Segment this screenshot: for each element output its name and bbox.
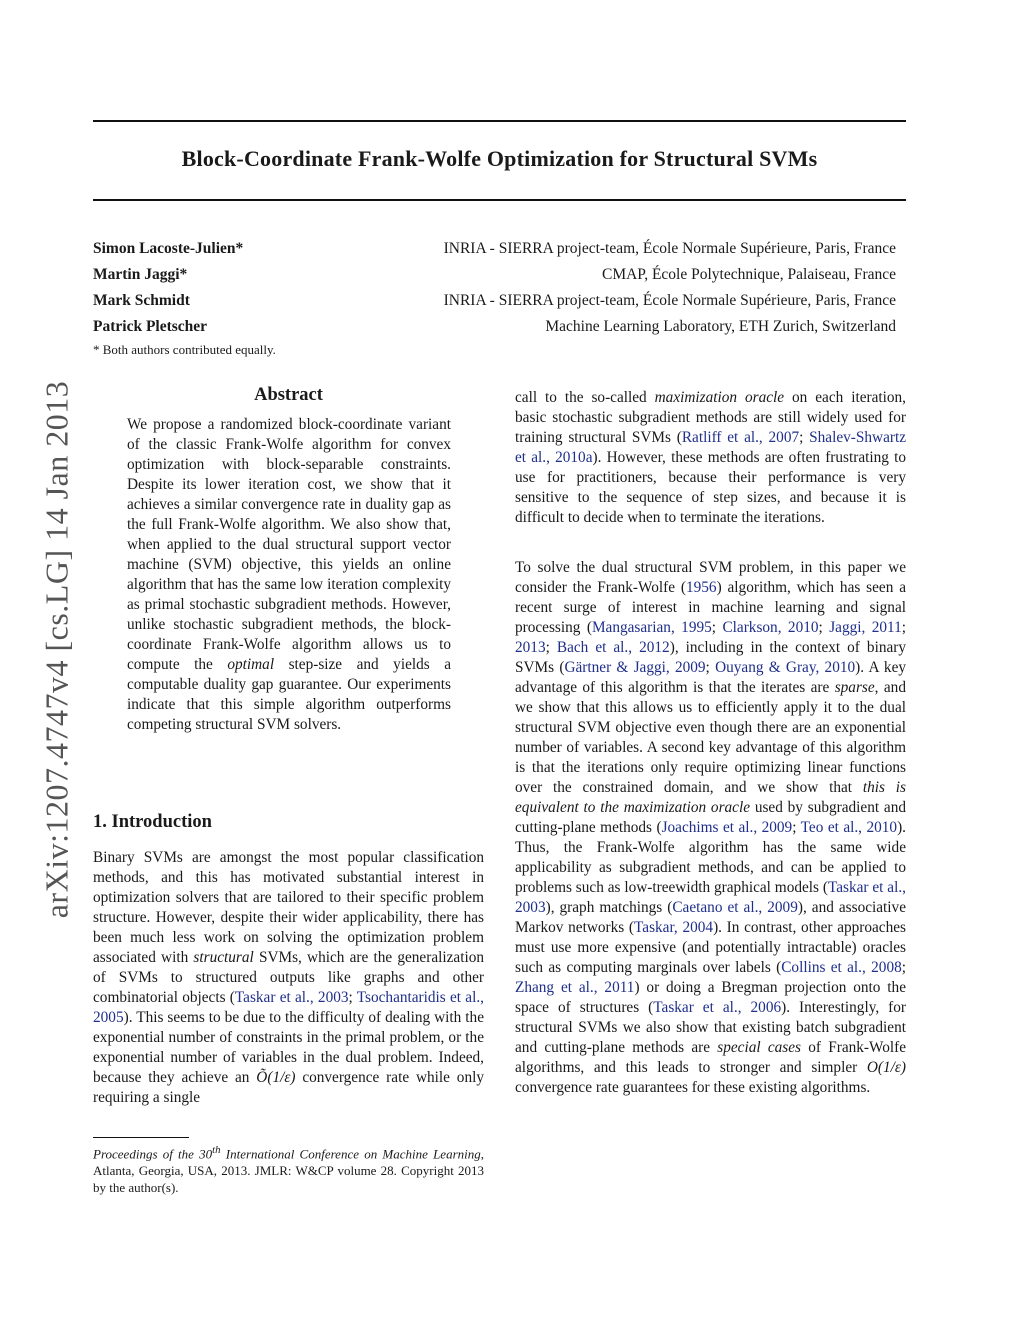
abstract-heading: Abstract xyxy=(254,385,323,405)
right-column-paragraph-2 xyxy=(515,558,906,1098)
arxiv-stamp: arXiv:1207.4747v4 [cs.LG] 14 Jan 2013 xyxy=(38,380,75,919)
citation-link[interactable]: Teo et al., 2010 xyxy=(800,819,898,836)
abstract-emphasis: optimal xyxy=(227,656,275,673)
text-run: ). Interestingly, for structural SVMs we also show that existing batch subgradient and cutting-plane methods are xyxy=(515,999,907,1056)
section-heading-introduction: 1. Introduction xyxy=(93,812,212,832)
citation-link[interactable]: Taskar et al., 2006 xyxy=(653,999,782,1016)
text-run: ; xyxy=(711,619,723,636)
author-name: Martin Jaggi* xyxy=(93,266,188,283)
math-rate: Õ(1/ε) xyxy=(256,1069,296,1086)
text-run: ). In contrast, other approaches must use more expensive (and potentially intractable) oracles such as computing marginals over labels ( xyxy=(515,919,906,976)
text-run: ; xyxy=(348,989,357,1006)
text-run: ), and associative Markov networks ( xyxy=(515,899,906,936)
author-name: Mark Schmidt xyxy=(93,292,190,309)
footnote-emphasis: Proceedings of the 30 xyxy=(93,1146,213,1162)
author-affiliation: Machine Learning Laboratory, ETH Zurich, Switzerland xyxy=(545,318,896,335)
author-name: Simon Lacoste-Julien* xyxy=(93,240,244,257)
citation-link[interactable]: Collins et al., 2008 xyxy=(781,959,902,976)
text-run: call to the so-called xyxy=(515,389,655,406)
text-run: convergence rate guarantees for these existing algorithms. xyxy=(515,1079,871,1096)
text-run: To solve the dual structural SVM problem, in this paper we consider the Frank-Wolfe ( xyxy=(515,559,906,596)
emphasis: structural xyxy=(193,949,254,966)
text-run: ; xyxy=(545,639,557,656)
text-run: ; xyxy=(799,429,810,446)
text-run: ; xyxy=(705,659,716,676)
text-run: ; xyxy=(792,819,801,836)
math-rate: O(1/ε) xyxy=(866,1059,906,1076)
footnote-superscript: th xyxy=(212,1144,221,1156)
text-run: ; xyxy=(901,959,906,976)
author-name: Patrick Pletscher xyxy=(93,318,208,335)
author-row xyxy=(93,236,896,262)
text-run: on each iteration, basic stochastic subgradient methods are still widely used for training structural SVMs ( xyxy=(515,389,906,446)
citation-link[interactable]: Clarkson, 2010 xyxy=(722,619,819,636)
footnote-text: , Atlanta, Georgia, USA, 2013. JMLR: W&CP volume 28. Copyright 2013 by the author(s). xyxy=(93,1146,484,1196)
citation-link[interactable]: Caetano et al., 2009 xyxy=(672,899,798,916)
title-bottom-rule xyxy=(93,199,906,201)
footnote-emphasis: International Conference on Machine Learning xyxy=(220,1146,481,1162)
citation-link[interactable]: 1956 xyxy=(685,579,717,596)
citation-link[interactable]: Ratliff et al., 2007 xyxy=(681,429,800,446)
author-row xyxy=(93,288,896,314)
footnote-rule xyxy=(93,1137,189,1138)
citation-link[interactable]: Mangasarian, 1995 xyxy=(591,619,712,636)
text-run: ). This seems to be due to the difficulty of dealing with the exponential number of constraints in the primal problem, or the exponential number of variables in the dual problem. Indeed, because they achieve an xyxy=(93,1009,484,1086)
proceedings-footnote xyxy=(93,1142,484,1196)
author-block xyxy=(93,236,896,358)
text-run: Binary SVMs are amongst the most popular classification methods, and this has motivated substantial interest in optimization solvers that are tailored to their specific problem structure. However, despite their wider applicability, there has been much less work on solving the optimization problem associated with xyxy=(93,849,484,966)
right-column-paragraph-1 xyxy=(515,388,906,528)
citation-link[interactable]: Joachims et al., 2009 xyxy=(661,819,793,836)
text-run: ; xyxy=(901,619,907,636)
equal-contribution-note: * Both authors contributed equally. xyxy=(93,342,276,357)
text-run: ). Thus, the Frank-Wolfe algorithm has the same wide applicability as subgradient methods, and can be applied to problems such as low-treewidth graphical models ( xyxy=(515,819,906,896)
author-row xyxy=(93,262,896,288)
abstract-text-part: step-size and yields a computable duality gap guarantee. Our experiments indicate that this simple algorithm outperforms competing structural SVM solvers. xyxy=(127,656,451,733)
author-row xyxy=(93,314,896,340)
text-run: ), including in the context of binary SVMs ( xyxy=(515,639,907,676)
citation-link[interactable]: Zhang et al., 2011 xyxy=(515,979,635,996)
citation-link[interactable]: Shalev-Shwartz et al., 2010a xyxy=(515,429,906,466)
text-run: ; xyxy=(818,619,830,636)
author-affiliation: INRIA - SIERRA project-team, École Normale Supérieure, Paris, France xyxy=(443,292,896,309)
paper-title: Block-Coordinate Frank-Wolfe Optimization for Structural SVMs xyxy=(181,146,818,171)
abstract-text xyxy=(127,415,451,735)
emphasis: sparse xyxy=(834,679,875,696)
text-run: ). A key advantage of this algorithm is that the iterates are xyxy=(515,659,907,696)
emphasis: maximization oracle xyxy=(654,389,785,406)
citation-link[interactable]: Tsochantaridis et al., 2005 xyxy=(93,989,484,1026)
text-run: ), graph matchings ( xyxy=(545,899,673,916)
text-run: ). However, these methods are often frustrating to use for practitioners, because their performance is very sensitive to the sequence of step sizes, and because it is difficult to decide when to terminate the iterations. xyxy=(515,449,907,526)
introduction-paragraph xyxy=(93,848,484,1108)
text-run: convergence rate while only requiring a single xyxy=(93,1069,484,1106)
emphasis: this is equivalent to the maximization oracle xyxy=(515,779,906,816)
text-run: of Frank-Wolfe algorithms, and this leads to stronger and simpler xyxy=(515,1039,907,1076)
citation-link[interactable]: Gärtner & Jaggi, 2009 xyxy=(564,659,706,676)
text-run: ) or doing a Bregman projection onto the space of structures ( xyxy=(515,979,906,1016)
citation-link[interactable]: Bach et al., 2012 xyxy=(556,639,670,656)
citation-link[interactable]: Taskar et al., 2003 xyxy=(234,989,349,1006)
abstract-text-part: We propose a randomized block-coordinate variant of the classic Frank-Wolfe algorithm for convex optimization with block-separable constraints. Despite its lower iteration cost, we show that it achieves a similar convergence rate in duality gap as the full Frank-Wolfe algorithm. We also show that, when applied to the dual structural support vector machine (SVM) objective, this yields an online algorithm that has the same low iteration complexity as primal stochastic subgradient methods. However, unlike stochastic subgradient methods, the block-coordinate Frank-Wolfe algorithm allows us to compute the xyxy=(127,416,451,673)
text-run: used by subgradient and cutting-plane methods ( xyxy=(515,799,907,836)
title-top-rule xyxy=(93,120,906,122)
text-run: , and we show that this allows us to efficiently apply it to the dual structural SVM objective even though there are an exponential number of variables. A second key advantage of this algorithm is that the iterations only require optimizing linear functions over the constrained domain, and we show that xyxy=(515,679,906,796)
author-affiliation: CMAP, École Polytechnique, Palaiseau, France xyxy=(601,266,896,283)
citation-link[interactable]: 2013 xyxy=(515,639,546,656)
text-run: SVMs, which are the generalization of SVMs to structured outputs like graphs and other combinatorial objects ( xyxy=(93,949,484,1006)
citation-link[interactable]: Jaggi, 2011 xyxy=(829,619,902,636)
citation-link[interactable]: Taskar, 2004 xyxy=(634,919,714,936)
citation-link[interactable]: Ouyang & Gray, 2010 xyxy=(715,659,856,676)
emphasis: special cases xyxy=(717,1039,801,1056)
text-run: ) algorithm, which has seen a recent surge of interest in machine learning and signal processing ( xyxy=(515,579,906,636)
citation-link[interactable]: Taskar et al., 2003 xyxy=(515,879,906,916)
author-affiliation: INRIA - SIERRA project-team, École Normale Supérieure, Paris, France xyxy=(443,240,896,257)
